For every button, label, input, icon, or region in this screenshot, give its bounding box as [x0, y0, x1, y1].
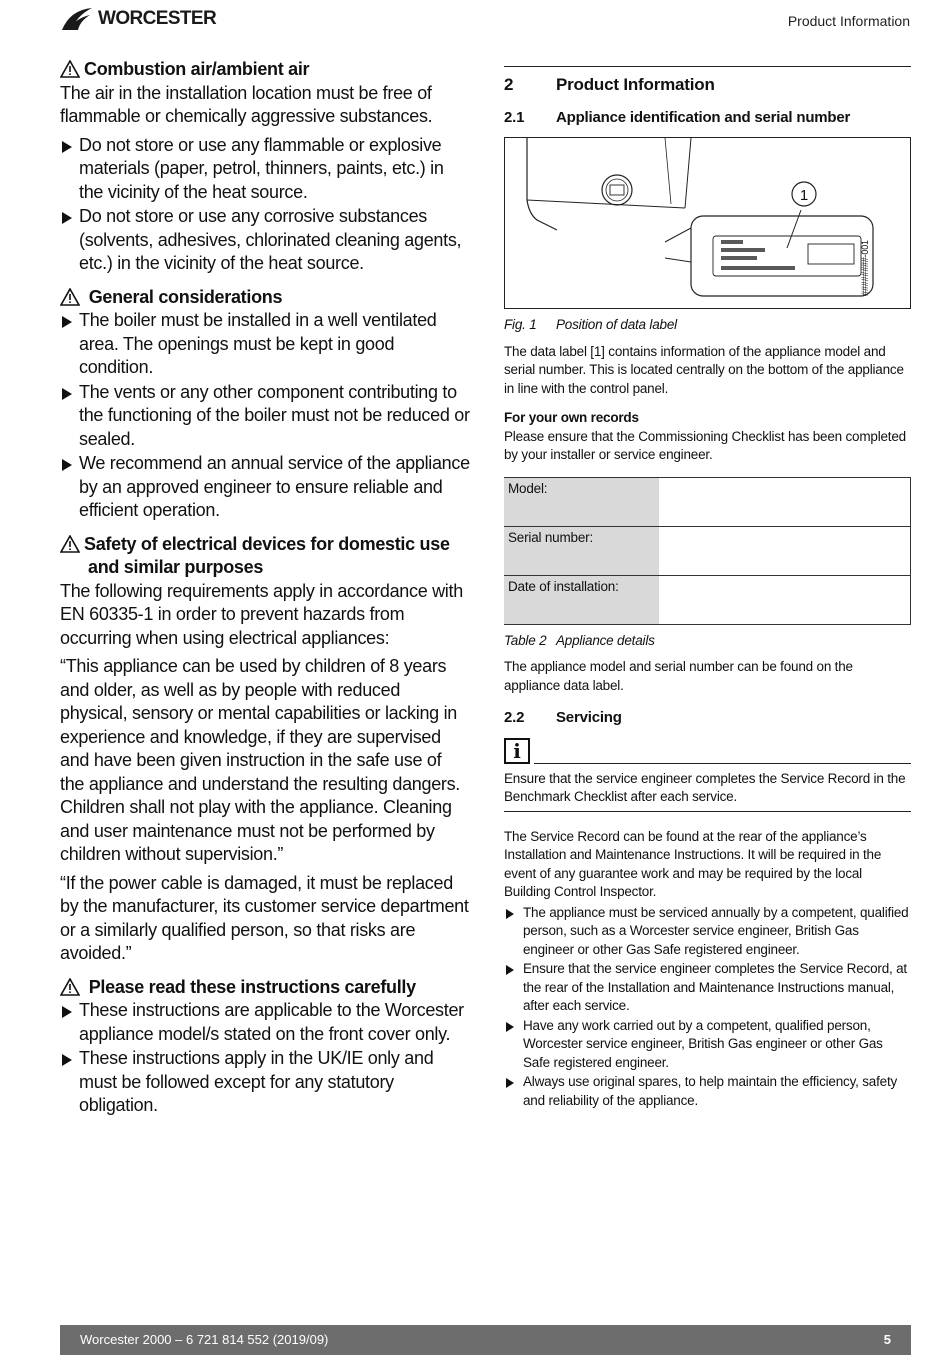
electrical-section: [60, 533, 470, 966]
general-heading: General considerations: [60, 286, 470, 310]
footer-document-id: Worcester 2000 – 6 721 814 552 (2019/09): [80, 1332, 329, 1347]
combustion-intro: The air in the installation location must be free of flammable or chemically aggressive substances.: [60, 82, 433, 126]
section-heading: [504, 76, 911, 95]
warning-triangle-icon: [60, 60, 80, 78]
servicing-list: [504, 904, 911, 1111]
list-item: Do not store or use any flammable or explosive materials (paper, petrol, thinners, paints, etc.) in the vicinity of the heat source.: [60, 134, 470, 205]
combustion-list: [60, 134, 470, 276]
subsection-title: Appliance identification and serial number: [556, 108, 851, 126]
table-caption-text: Appliance details: [556, 632, 655, 648]
warning-triangle-icon: [60, 535, 80, 553]
figure-caption: [504, 316, 911, 335]
subsection-heading-2-2: [504, 709, 911, 728]
list-item: Ensure that the service engineer completes the Service Record, at the rear of the Installation and Maintenance Instructions manual, after each service.: [504, 960, 911, 1016]
section-rule: [504, 66, 911, 67]
subsection-number: 2.1: [504, 108, 525, 126]
data-label-figure: [504, 137, 911, 309]
warning-triangle-icon: [60, 288, 80, 306]
data-label-paragraph: The data label [1] contains information of the appliance model and serial number. This is located centrally on the bottom of the appliance in line with the control panel.: [504, 343, 904, 396]
list-item: These instructions are applicable to the Worcester appliance model/s stated on the front cover only.: [60, 999, 470, 1046]
page-number: 5: [883, 1332, 891, 1347]
info-rule: [534, 763, 911, 764]
table-row: [504, 526, 911, 575]
info-note-text: Ensure that the service engineer completes the Service Record in the Benchmark Checklist after each service.: [504, 770, 911, 812]
table-row: [504, 477, 911, 526]
right-column: [504, 66, 911, 1111]
list-item: The boiler must be installed in a well ventilated area. The openings must be kept in good condition.: [60, 309, 470, 380]
logo-text: WORCESTER: [98, 8, 217, 29]
subsection-heading-2-1: [504, 109, 911, 128]
info-note: [504, 738, 911, 764]
read-heading: Please read these instructions carefully: [60, 976, 470, 1000]
table-cell-value: [659, 477, 911, 526]
table-cell-value: [659, 575, 911, 624]
table-row: [504, 575, 911, 624]
section-number: 2: [504, 75, 514, 94]
figure-caption-label: Fig. 1: [504, 317, 537, 332]
list-item: Do not store or use any corrosive substances (solvents, adhesives, chlorinated cleaning agents, etc.) in the vicinity of the heat source.: [60, 205, 470, 276]
figure-callout-number: 1: [799, 187, 809, 204]
left-column: [60, 58, 470, 1128]
subsection-title: Servicing: [556, 709, 622, 726]
worcester-swoosh-icon: [60, 6, 94, 32]
table-caption: [504, 632, 911, 651]
read-list: [60, 999, 470, 1118]
figure-code: ########-001: [860, 240, 870, 296]
appliance-data-label-drawing: [505, 138, 910, 308]
list-item: These instructions apply in the UK/IE only and must be followed except for any statutory obligation.: [60, 1047, 470, 1118]
page-footer: [60, 1325, 911, 1355]
list-item: The vents or any other component contributing to the functioning of the boiler must not be reduced or sealed.: [60, 381, 470, 452]
general-section: [60, 286, 470, 523]
read-section: [60, 976, 470, 1118]
electrical-intro: The following requirements apply in accordance with EN 60335-1 in order to prevent hazards from occurring when using electrical appliances:: [60, 580, 463, 648]
table-cell-label: Model:: [504, 477, 659, 526]
table-cell-label: Serial number:: [504, 526, 659, 575]
electrical-quote-cable: “If the power cable is damaged, it must be replaced by the manufacturer, its customer service department or a similarly qualified person, so that risks are avoided.”: [60, 872, 469, 963]
combustion-section: [60, 58, 470, 276]
general-list: [60, 309, 470, 523]
list-item: Always use original spares, to help maintain the efficiency, safety and reliability of the appliance.: [504, 1073, 911, 1110]
table-cell-label: Date of installation:: [504, 575, 659, 624]
section-title: Product Information: [556, 75, 715, 94]
header-section-title: Product Information: [787, 13, 910, 29]
figure-caption-text: Position of data label: [556, 317, 677, 332]
list-item: The appliance must be serviced annually by a competent, qualified person, such as a Worcester service engineer, British Gas engineer or other Gas Safe registered engineer.: [504, 904, 911, 960]
data-label-note: The appliance model and serial number can be found on the appliance data label.: [504, 659, 853, 693]
records-heading: For your own records: [504, 410, 639, 425]
records-text: Please ensure that the Commissioning Checklist has been completed by your installer or service engineer.: [504, 428, 906, 462]
info-icon: i: [504, 738, 530, 764]
subsection-number: 2.2: [504, 709, 525, 726]
list-item: Have any work carried out by a competent, qualified person, Worcester service engineer, British Gas engineer or other Gas Safe registered engineer.: [504, 1017, 911, 1073]
worcester-logo: [60, 6, 216, 32]
table-cell-value: [659, 526, 911, 575]
service-record-paragraph: The Service Record can be found at the rear of the appliance’s Installation and Maintenance Instructions. It will be required in the event of any guarantee work and may be required by the local Building Control Inspector.: [504, 828, 882, 899]
combustion-heading: Combustion air/ambient air: [60, 58, 470, 82]
table-caption-label: Table 2: [504, 632, 547, 648]
electrical-quote-children: “This appliance can be used by children of 8 years and older, as well as by people with reduced physical, sensory or mental capabilities or lacking in experience and knowledge, if they are supervised and have been given instruction in the safe use of the appliance and understand the resulting dangers. Children shall not play with the appliance. Cleaning and user maintenance must not be performed by children without supervision.”: [60, 656, 461, 864]
electrical-heading: Safety of electrical devices for domestic use and similar purposes: [60, 533, 470, 580]
appliance-details-table: [504, 477, 911, 625]
list-item: We recommend an annual service of the appliance by an approved engineer to ensure reliable and efficient operation.: [60, 452, 470, 523]
warning-triangle-icon: [60, 978, 80, 996]
